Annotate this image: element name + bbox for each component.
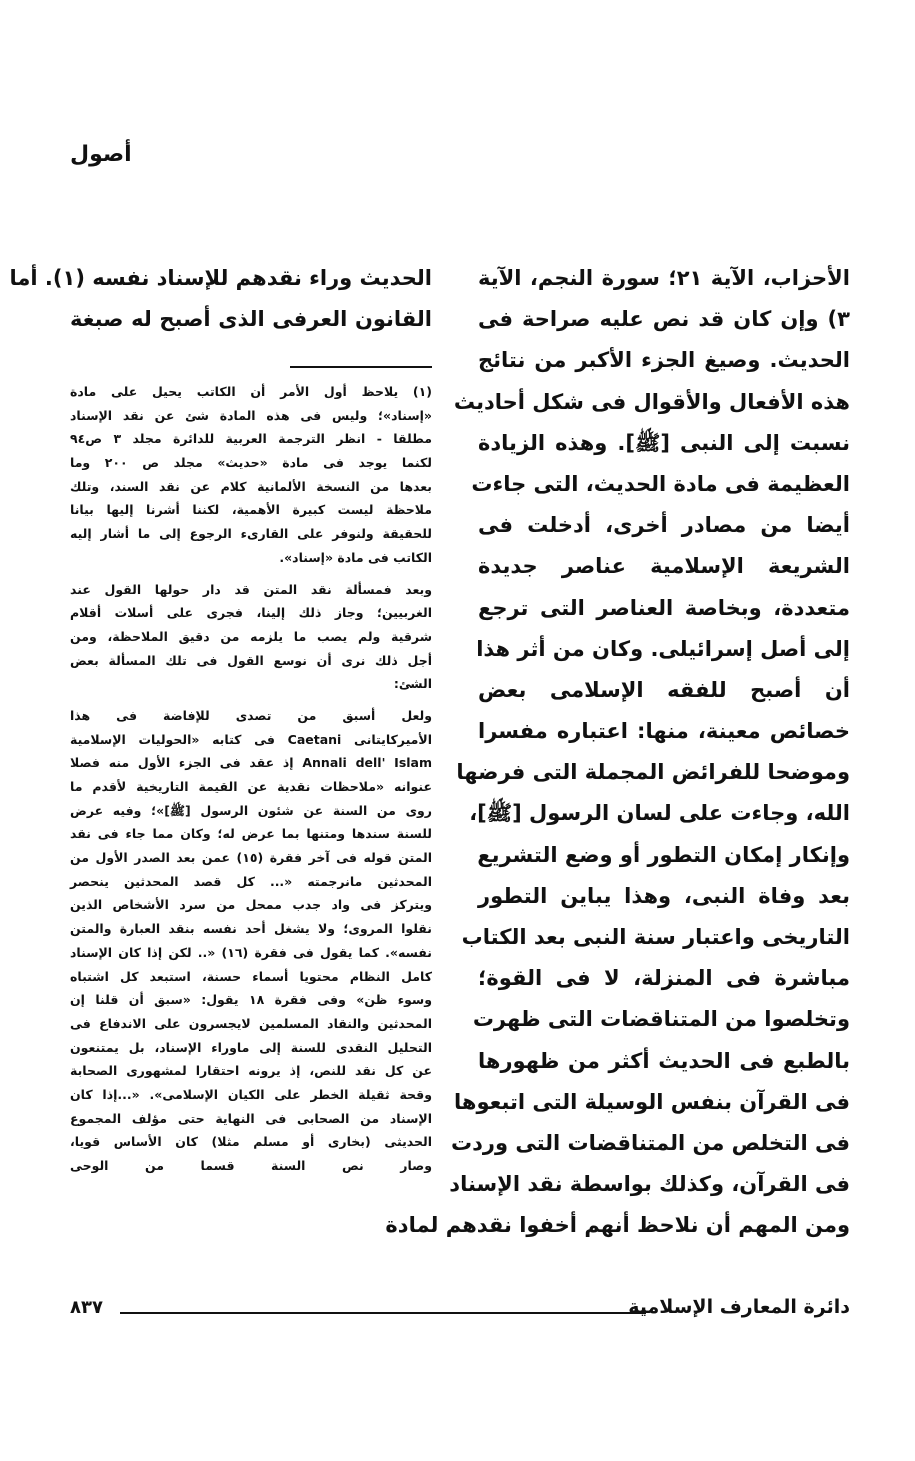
footnote-line: ويتركز فى واد جدب ممحل من سرد الأشخاص الذين (70, 897, 432, 913)
text-line: متعددة، وبخاصة العناصر التى ترجع (478, 595, 850, 620)
footnote-line: المحدثين مانرجمته «... كل قصد المحدثين ينحصر (70, 873, 432, 889)
text-line: الله، وجاءت على لسان الرسول [ﷺ]، (469, 801, 850, 826)
footnote-line: وبعد فمسألة نقد المتن قد دار حولها القول عند (70, 581, 432, 597)
footnote-line: الشئ: (393, 676, 432, 692)
footnote-line: المحدثين والنقاد المسلمين لايجسرون على الاندفاع فى (70, 1015, 432, 1031)
text-line: العظيمة فى مادة الحديث، التى جاءت (471, 471, 850, 496)
footnote-line: عن كل نقد للنص، إذ يرونه احتقارا لمشهورى الصحابة (70, 1063, 432, 1079)
text-line: هذه الأفعال والأقوال فى شكل أحاديث (453, 389, 850, 414)
paragraph-gap (70, 570, 432, 578)
footnote-line: بعدها من النسخة الألمانية كلام عن نقد السند، وتلك (70, 478, 432, 494)
footnote-line: الحديثى (بخارى أو مسلم مثلا) كان الأساس قويا، (70, 1134, 432, 1150)
footnote-line: الغربيين؛ وجاز ذلك إلينا، فجرى على أسلات أقلام (70, 605, 432, 621)
footnote-line: لكنما يوجد فى مادة «حديث» مجلد ص ٢٠٠ وما (70, 455, 432, 471)
footer-title: دائرة المعارف الإسلامية (628, 1296, 850, 1318)
footnote-line: نقلوا المروى؛ ولا يشغل أحد نفسه بنقد العبارة والمتن (70, 921, 432, 937)
footnote-line: ولعل أسبق من تصدى للإفاضة فى هذا (70, 707, 432, 723)
footnote-line: وقحة ثقيلة الخطر على الكيان الإسلامى». «...إذا كان (70, 1086, 432, 1102)
text-line: خصائص معينة، منها: اعتباره مفسرا (478, 719, 850, 744)
footnote-line: مطلقا - انظر الترجمة العربية للدائرة مجلد ٣ ص٩٤ (70, 431, 432, 447)
text-line: وموضحا للفرائض المجملة التى فرضها (456, 760, 850, 785)
footnote-line: ملاحظة ليست كبيرة الأهمية، لكننا أشرنا إليها بيانا (70, 502, 432, 518)
footnote-line: الإسناد من الصحابى فى النهاية حتى مؤلف المجموع (70, 1110, 432, 1126)
footnote-line: للسنة سندها ومتنها بما عرض له؛ وكان مما جاء فى نقد (70, 826, 432, 842)
text-line: أيضا من مصادر أخرى، أدخلت فى (478, 513, 850, 538)
footnote-line: المتن قوله فى آخر فقرة (١٥) عمن بعد الصدر الأول من (70, 850, 432, 866)
footnote-line: روى من السنة عن شئون الرسول [ﷺ]»؛ وفيه عرض (70, 802, 432, 818)
text-line: نسبت إلى النبى [ﷺ]. وهذه الزيادة (478, 430, 850, 455)
text-line: بعد وفاة النبى، وهذا يباين التطور (478, 883, 850, 908)
footnote-line: الكاتب فى مادة «إسناد». (279, 549, 432, 565)
footnote-line: كامل النظام محتويا أسماء حسنة، استبعد كل اشتباه (70, 968, 432, 984)
footnote-separator (290, 366, 432, 368)
footnote-line: عنوانه «ملاحظات نقدية عن القيمة التاريخية لأقدم ما (70, 779, 432, 794)
text-line: أن أصبح للفقه الإسلامى بعض (478, 677, 850, 702)
footnote-line: وصار نص السنة قسما من الوحى (70, 1158, 432, 1173)
footnote-line: التحليل النقدى للسنة إلى ماوراء الإسناد، بل يمتنعون (70, 1039, 432, 1055)
footnotes-block (70, 380, 432, 1178)
text-line: فى القرآن، وكذلك بواسطة نقد الإسناد (449, 1172, 850, 1197)
section-title: أصول (70, 142, 132, 167)
footnote-line: «إسناد»؛ وليس فى هذه المادة شئ عن نقد الإسناد (70, 407, 432, 423)
text-line: وتخلصوا من المتناقضات التى ظهرت (472, 1007, 850, 1032)
text-line: الأحزاب، الآية ٢١؛ سورة النجم، الآية (478, 266, 851, 290)
text-line: الشريعة الإسلامية عناصر جديدة (478, 554, 850, 579)
footnote-line: شرقية ولم يصب ما يلزمه من دقيق الملاحظة، ومن (70, 628, 432, 644)
footnote-line: Annali dell' Islam إذ عقد فى الجزء الأول منه فصلا (70, 755, 433, 771)
text-line: ومن المهم أن نلاحظ أنهم أخفوا نقدهم لمادة (385, 1213, 850, 1238)
text-line: وإنكار إمكان التطور أو وضع التشريع (477, 842, 850, 867)
footnote-line: نفسه». كما يقول فى فقرة (١٦) «.. لكن إذا كان الإسناد (70, 944, 432, 960)
footnote-line: وسوء ظن» وفى فقرة ١٨ يقول: «سبق أن قلنا إن (70, 992, 432, 1008)
footnote-line: الأميركايتانى Caetani فى كتابه «الحوليات الإسلامية (70, 731, 433, 747)
footnote-line: أجل ذلك نرى أن نوسع القول فى تلك المسألة بعض (70, 652, 432, 668)
text-line: الحديث. وصيغ الجزء الأكبر من نتائج (478, 348, 850, 373)
footnote-line: (١) يلاحظ أول الأمر أن الكاتب يحيل على مادة (70, 384, 432, 399)
footer-rule (120, 1312, 646, 1314)
text-line: التاريخى واعتبار سنة النبى بعد الكتاب (461, 925, 850, 949)
text-line: الحديث وراء نقدهم للإسناد نفسه (١). أما (9, 266, 432, 290)
text-line: مباشرة فى المنزلة، لا فى القوة؛ (478, 966, 850, 991)
text-line: ٣) وإن كان قد نص عليه صراحة فى (478, 307, 850, 332)
paragraph-gap (70, 696, 432, 704)
text-line: القانون العرفى الذى أصبح له صبغة (70, 307, 432, 332)
text-line: إلى أصل إسرائيلى. وكان من أثر هذا (476, 636, 850, 661)
main-text-column-left (9, 258, 432, 340)
page-number: ٨٣٧ (70, 1297, 103, 1318)
text-line: فى القرآن بنفس الوسيلة التى اتبعوها (454, 1089, 850, 1114)
text-line: بالطبع فى الحديث أكثر من ظهورها (478, 1048, 850, 1073)
footnote-line: للحقيقة ولنوفر على القارىء الرجوع إلى ما أشار إليه (70, 526, 432, 542)
text-line: فى التخلص من المتناقضات التى وردت (450, 1130, 850, 1155)
